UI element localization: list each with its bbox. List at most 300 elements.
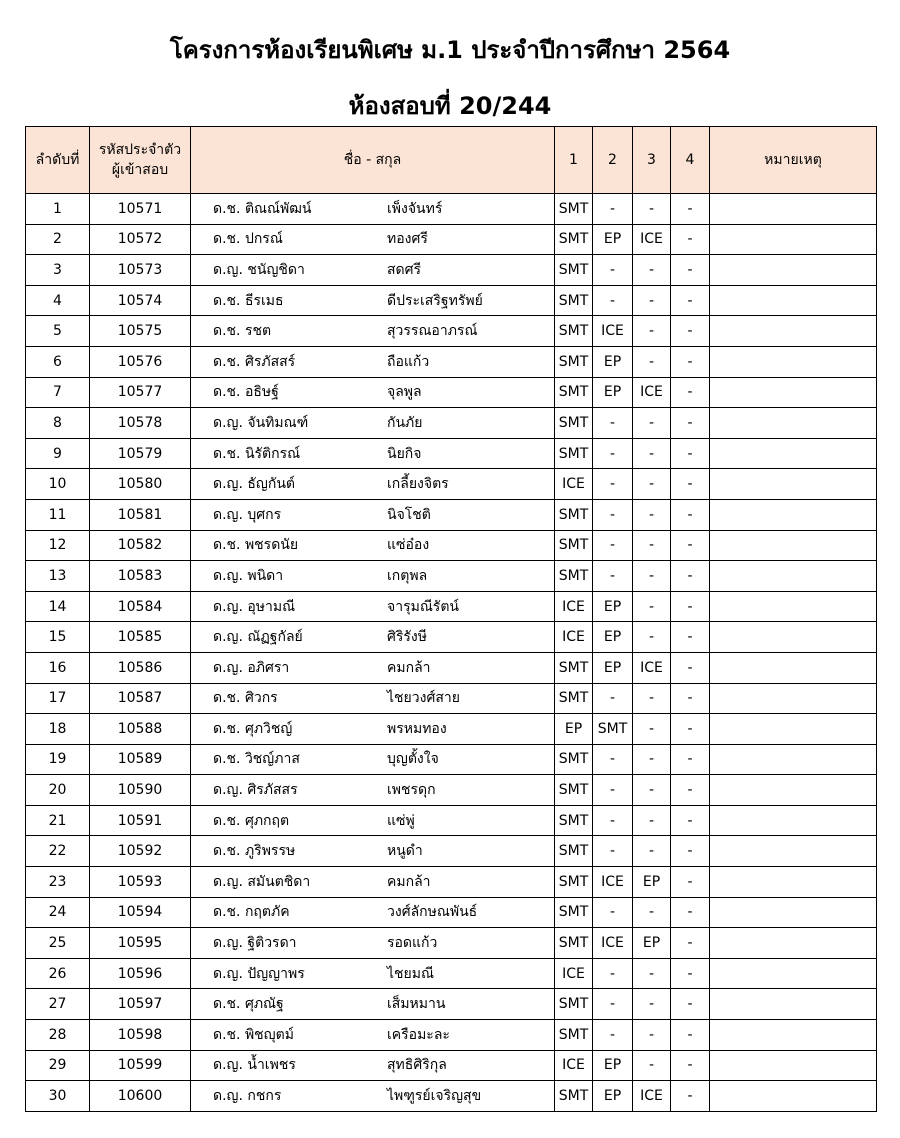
row-order: 15 xyxy=(26,622,90,653)
row-choice-1: SMT xyxy=(555,775,593,806)
row-exam-code: 10573 xyxy=(90,255,191,286)
row-exam-code: 10588 xyxy=(90,714,191,745)
table-row xyxy=(26,224,877,255)
row-choice-2: - xyxy=(593,561,633,592)
row-full-name xyxy=(191,1020,555,1051)
row-choice-2: - xyxy=(593,683,633,714)
table-row xyxy=(26,408,877,439)
row-remark xyxy=(710,255,877,286)
row-first-name: ด.ช. ภูริพรรษ xyxy=(213,843,296,860)
row-choice-4: - xyxy=(671,316,710,347)
row-choice-1: SMT xyxy=(555,836,593,867)
row-choice-3: - xyxy=(633,622,671,653)
row-choice-3: - xyxy=(633,958,671,989)
row-full-name xyxy=(191,438,555,469)
table-row xyxy=(26,714,877,745)
row-choice-4: - xyxy=(671,255,710,286)
row-first-name: ด.ญ. บุศกร xyxy=(213,506,282,523)
row-full-name xyxy=(191,805,555,836)
row-last-name: ศิริรังษี xyxy=(387,629,427,646)
row-choice-3: ICE xyxy=(633,377,671,408)
row-choice-4: - xyxy=(671,469,710,500)
row-choice-1: SMT xyxy=(555,805,593,836)
row-exam-code: 10590 xyxy=(90,775,191,806)
row-choice-1: SMT xyxy=(555,1081,593,1112)
row-choice-3: - xyxy=(633,316,671,347)
row-first-name: ด.ญ. น้ำเพชร xyxy=(213,1057,296,1074)
row-choice-3: - xyxy=(633,194,671,225)
row-full-name xyxy=(191,591,555,622)
row-full-name xyxy=(191,775,555,806)
row-full-name xyxy=(191,897,555,928)
row-exam-code: 10583 xyxy=(90,561,191,592)
row-order: 25 xyxy=(26,928,90,959)
row-first-name: ด.ช. ปกรณ์ xyxy=(213,231,283,248)
row-choice-1: ICE xyxy=(555,469,593,500)
row-order: 3 xyxy=(26,255,90,286)
row-first-name: ด.ญ. จันทิมณฑ์ xyxy=(213,414,309,431)
row-remark xyxy=(710,561,877,592)
table-row xyxy=(26,530,877,561)
table-row xyxy=(26,285,877,316)
row-order: 2 xyxy=(26,224,90,255)
table-row xyxy=(26,1050,877,1081)
table-row xyxy=(26,316,877,347)
row-choice-1: SMT xyxy=(555,194,593,225)
row-remark xyxy=(710,438,877,469)
row-remark xyxy=(710,469,877,500)
row-exam-code: 10591 xyxy=(90,805,191,836)
row-first-name: ด.ช. ศิรภัสสร์ xyxy=(213,353,296,370)
row-choice-1: SMT xyxy=(555,561,593,592)
row-exam-code: 10600 xyxy=(90,1081,191,1112)
row-choice-3: - xyxy=(633,1050,671,1081)
row-order: 7 xyxy=(26,377,90,408)
row-order: 21 xyxy=(26,805,90,836)
row-choice-3: - xyxy=(633,561,671,592)
row-choice-3: - xyxy=(633,408,671,439)
row-choice-3: - xyxy=(633,775,671,806)
table-row xyxy=(26,194,877,225)
table-row xyxy=(26,561,877,592)
row-exam-code: 10577 xyxy=(90,377,191,408)
document-title: โครงการห้องเรียนพิเศษ ม.1 ประจำปีการศึกษา 2564 xyxy=(169,36,731,64)
row-first-name: ด.ญ. สมันตชิดา xyxy=(213,873,311,890)
row-exam-code: 10599 xyxy=(90,1050,191,1081)
row-full-name xyxy=(191,561,555,592)
row-choice-4: - xyxy=(671,561,710,592)
row-exam-code: 10596 xyxy=(90,958,191,989)
row-full-name xyxy=(191,194,555,225)
row-last-name: คมกล้า xyxy=(387,659,431,676)
row-last-name: จารุมณีรัตน์ xyxy=(387,598,459,615)
row-choice-2: - xyxy=(593,194,633,225)
table-row xyxy=(26,989,877,1020)
row-choice-4: - xyxy=(671,285,710,316)
row-choice-1: SMT xyxy=(555,683,593,714)
row-choice-3: - xyxy=(633,285,671,316)
row-choice-4: - xyxy=(671,194,710,225)
row-choice-2: EP xyxy=(593,224,633,255)
row-last-name: แซ่พู่ xyxy=(387,812,415,829)
table-row xyxy=(26,805,877,836)
row-exam-code: 10589 xyxy=(90,744,191,775)
row-first-name: ด.ญ. พนิดา xyxy=(213,567,284,584)
row-first-name: ด.ญ. ฐิติวรดา xyxy=(213,935,297,952)
row-choice-1: SMT xyxy=(555,224,593,255)
row-exam-code: 10597 xyxy=(90,989,191,1020)
row-remark xyxy=(710,744,877,775)
row-choice-3: - xyxy=(633,897,671,928)
row-choice-4: - xyxy=(671,897,710,928)
row-remark xyxy=(710,836,877,867)
row-last-name: เกตุพล xyxy=(387,567,428,584)
row-choice-3: - xyxy=(633,683,671,714)
row-order: 19 xyxy=(26,744,90,775)
table-row xyxy=(26,958,877,989)
row-remark xyxy=(710,989,877,1020)
header-choice-3: 3 xyxy=(633,127,671,194)
header-order: ลำดับที่ xyxy=(26,127,90,194)
row-exam-code: 10584 xyxy=(90,591,191,622)
row-choice-2: - xyxy=(593,775,633,806)
row-choice-4: - xyxy=(671,744,710,775)
row-full-name xyxy=(191,928,555,959)
row-exam-code: 10576 xyxy=(90,346,191,377)
row-remark xyxy=(710,316,877,347)
row-full-name xyxy=(191,989,555,1020)
row-order: 17 xyxy=(26,683,90,714)
row-choice-3: - xyxy=(633,255,671,286)
row-last-name: คมกล้า xyxy=(387,873,431,890)
row-choice-2: ICE xyxy=(593,867,633,898)
row-first-name: ด.ญ. ธัญกันต์ xyxy=(213,476,295,493)
row-choice-1: SMT xyxy=(555,989,593,1020)
row-exam-code: 10574 xyxy=(90,285,191,316)
row-last-name: เพชรดุก xyxy=(387,782,436,799)
row-remark xyxy=(710,499,877,530)
row-exam-code: 10579 xyxy=(90,438,191,469)
row-remark xyxy=(710,928,877,959)
row-last-name: นิจโชติ xyxy=(387,506,431,523)
row-choice-3: - xyxy=(633,499,671,530)
header-exam-code xyxy=(90,127,191,194)
row-choice-4: - xyxy=(671,530,710,561)
header-name: ชื่อ - สกุล xyxy=(191,127,555,194)
row-remark xyxy=(710,775,877,806)
row-choice-2: EP xyxy=(593,622,633,653)
exam-roster-table xyxy=(25,126,877,1112)
row-last-name: นิยกิจ xyxy=(387,445,422,462)
row-first-name: ด.ช. พชรดนัย xyxy=(213,537,299,554)
row-exam-code: 10598 xyxy=(90,1020,191,1051)
row-remark xyxy=(710,897,877,928)
row-choice-2: ICE xyxy=(593,928,633,959)
row-remark xyxy=(710,346,877,377)
row-order: 16 xyxy=(26,652,90,683)
row-full-name xyxy=(191,316,555,347)
header-choice-4: 4 xyxy=(671,127,710,194)
row-choice-4: - xyxy=(671,928,710,959)
row-first-name: ด.ช. นิรัติกรณ์ xyxy=(213,445,301,462)
row-order: 18 xyxy=(26,714,90,745)
row-first-name: ด.ช. ศุภณัฐ xyxy=(213,996,284,1013)
row-first-name: ด.ญ. อภิศรา xyxy=(213,659,290,676)
table-row xyxy=(26,499,877,530)
row-choice-4: - xyxy=(671,683,710,714)
table-row xyxy=(26,469,877,500)
row-choice-3: - xyxy=(633,346,671,377)
header-remark: หมายเหตุ xyxy=(710,127,877,194)
row-last-name: บุญตั้งใจ xyxy=(387,751,439,768)
row-remark xyxy=(710,867,877,898)
row-remark xyxy=(710,1081,877,1112)
row-order: 14 xyxy=(26,591,90,622)
row-choice-2: - xyxy=(593,255,633,286)
row-first-name: ด.ช. ศุภกฤต xyxy=(213,812,290,829)
row-first-name: ด.ช. ติณณ์พัฒน์ xyxy=(213,200,312,217)
row-last-name: ดีประเสริฐทรัพย์ xyxy=(387,292,483,309)
table-row xyxy=(26,377,877,408)
row-first-name: ด.ช. วิชญ์ภาส xyxy=(213,751,300,768)
row-choice-1: SMT xyxy=(555,408,593,439)
row-remark xyxy=(710,652,877,683)
row-exam-code: 10593 xyxy=(90,867,191,898)
row-choice-1: ICE xyxy=(555,1050,593,1081)
row-order: 23 xyxy=(26,867,90,898)
row-exam-code: 10585 xyxy=(90,622,191,653)
row-order: 24 xyxy=(26,897,90,928)
row-full-name xyxy=(191,285,555,316)
row-choice-3: EP xyxy=(633,867,671,898)
row-choice-2: - xyxy=(593,836,633,867)
row-order: 27 xyxy=(26,989,90,1020)
row-choice-2: EP xyxy=(593,652,633,683)
row-choice-1: SMT xyxy=(555,377,593,408)
row-choice-3: - xyxy=(633,836,671,867)
row-full-name xyxy=(191,224,555,255)
row-last-name: เส็มหมาน xyxy=(387,996,446,1013)
table-row xyxy=(26,255,877,286)
row-order: 1 xyxy=(26,194,90,225)
row-choice-3: EP xyxy=(633,928,671,959)
row-full-name xyxy=(191,652,555,683)
row-choice-2: ICE xyxy=(593,316,633,347)
row-order: 8 xyxy=(26,408,90,439)
row-remark xyxy=(710,408,877,439)
table-row xyxy=(26,1081,877,1112)
row-last-name: แซ่อ๋อง xyxy=(387,537,430,554)
row-choice-3: - xyxy=(633,714,671,745)
row-choice-4: - xyxy=(671,805,710,836)
row-choice-4: - xyxy=(671,591,710,622)
table-row xyxy=(26,928,877,959)
row-last-name: ไพฑูรย์เจริญสุข xyxy=(387,1088,482,1105)
row-order: 5 xyxy=(26,316,90,347)
row-full-name xyxy=(191,1050,555,1081)
row-choice-1: ICE xyxy=(555,958,593,989)
row-full-name xyxy=(191,377,555,408)
row-choice-3: - xyxy=(633,1020,671,1051)
row-first-name: ด.ช. ศิวกร xyxy=(213,690,278,707)
row-exam-code: 10578 xyxy=(90,408,191,439)
row-choice-3: - xyxy=(633,469,671,500)
row-full-name xyxy=(191,958,555,989)
row-choice-3: - xyxy=(633,438,671,469)
row-choice-4: - xyxy=(671,346,710,377)
row-choice-1: SMT xyxy=(555,438,593,469)
row-remark xyxy=(710,377,877,408)
row-order: 10 xyxy=(26,469,90,500)
row-choice-1: SMT xyxy=(555,652,593,683)
row-last-name: กันภัย xyxy=(387,414,423,431)
row-choice-4: - xyxy=(671,438,710,469)
row-last-name: พรหมทอง xyxy=(387,720,447,737)
row-choice-2: - xyxy=(593,285,633,316)
header-code-line2: ผู้เข้าสอบ xyxy=(111,162,169,178)
header-choice-2: 2 xyxy=(593,127,633,194)
row-choice-2: SMT xyxy=(593,714,633,745)
row-remark xyxy=(710,285,877,316)
row-choice-4: - xyxy=(671,1050,710,1081)
table-row xyxy=(26,867,877,898)
table-row xyxy=(26,346,877,377)
row-choice-4: - xyxy=(671,224,710,255)
row-remark xyxy=(710,591,877,622)
row-remark xyxy=(710,622,877,653)
row-first-name: ด.ญ. ณัฏฐกัลย์ xyxy=(213,629,303,646)
table-row xyxy=(26,622,877,653)
row-choice-2: EP xyxy=(593,1050,633,1081)
row-choice-4: - xyxy=(671,867,710,898)
row-choice-1: SMT xyxy=(555,897,593,928)
row-choice-3: - xyxy=(633,530,671,561)
row-full-name xyxy=(191,836,555,867)
row-order: 13 xyxy=(26,561,90,592)
table-row xyxy=(26,438,877,469)
row-choice-2: EP xyxy=(593,346,633,377)
row-remark xyxy=(710,714,877,745)
row-last-name: วงศ์ลักษณพันธ์ xyxy=(387,904,478,921)
row-choice-4: - xyxy=(671,958,710,989)
row-choice-3: ICE xyxy=(633,652,671,683)
row-last-name: ไชยวงศ์สาย xyxy=(387,690,460,707)
row-choice-4: - xyxy=(671,652,710,683)
row-full-name xyxy=(191,744,555,775)
header-choice-1: 1 xyxy=(555,127,593,194)
table-row xyxy=(26,683,877,714)
row-order: 12 xyxy=(26,530,90,561)
row-choice-1: SMT xyxy=(555,499,593,530)
row-exam-code: 10587 xyxy=(90,683,191,714)
row-choice-1: SMT xyxy=(555,530,593,561)
row-choice-3: - xyxy=(633,744,671,775)
row-first-name: ด.ญ. กชกร xyxy=(213,1088,282,1105)
row-choice-1: EP xyxy=(555,714,593,745)
row-exam-code: 10595 xyxy=(90,928,191,959)
row-choice-2: - xyxy=(593,744,633,775)
row-last-name: เกลี้ยงจิตร xyxy=(387,476,449,493)
row-choice-4: - xyxy=(671,408,710,439)
row-order: 26 xyxy=(26,958,90,989)
row-choice-1: SMT xyxy=(555,867,593,898)
row-exam-code: 10580 xyxy=(90,469,191,500)
row-remark xyxy=(710,683,877,714)
row-exam-code: 10571 xyxy=(90,194,191,225)
row-exam-code: 10586 xyxy=(90,652,191,683)
row-order: 28 xyxy=(26,1020,90,1051)
row-first-name: ด.ญ. ชนัญชิดา xyxy=(213,261,305,278)
row-last-name: จุลพูล xyxy=(387,384,422,401)
row-choice-4: - xyxy=(671,836,710,867)
row-choice-2: EP xyxy=(593,377,633,408)
row-full-name xyxy=(191,714,555,745)
table-row xyxy=(26,652,877,683)
row-remark xyxy=(710,530,877,561)
row-choice-1: SMT xyxy=(555,255,593,286)
table-row xyxy=(26,591,877,622)
row-choice-3: - xyxy=(633,591,671,622)
row-first-name: ด.ญ. ศิรภัสสร xyxy=(213,782,298,799)
row-exam-code: 10582 xyxy=(90,530,191,561)
row-choice-1: SMT xyxy=(555,1020,593,1051)
row-exam-code: 10594 xyxy=(90,897,191,928)
row-choice-2: - xyxy=(593,530,633,561)
row-order: 6 xyxy=(26,346,90,377)
row-choice-4: - xyxy=(671,989,710,1020)
row-exam-code: 10572 xyxy=(90,224,191,255)
row-remark xyxy=(710,224,877,255)
row-order: 11 xyxy=(26,499,90,530)
row-choice-3: - xyxy=(633,805,671,836)
row-choice-4: - xyxy=(671,775,710,806)
row-order: 22 xyxy=(26,836,90,867)
row-choice-1: ICE xyxy=(555,591,593,622)
row-last-name: รอดแก้ว xyxy=(387,935,438,952)
row-full-name xyxy=(191,530,555,561)
row-order: 29 xyxy=(26,1050,90,1081)
row-order: 20 xyxy=(26,775,90,806)
row-choice-3: - xyxy=(633,989,671,1020)
row-first-name: ด.ช. ธีรเมธ xyxy=(213,292,284,309)
row-first-name: ด.ช. รชต xyxy=(213,323,272,340)
row-last-name: ไชยมณี xyxy=(387,965,434,982)
row-choice-4: - xyxy=(671,499,710,530)
row-remark xyxy=(710,1050,877,1081)
row-last-name: หนูดำ xyxy=(387,843,423,860)
row-choice-4: - xyxy=(671,1081,710,1112)
row-order: 9 xyxy=(26,438,90,469)
row-choice-4: - xyxy=(671,622,710,653)
row-full-name xyxy=(191,622,555,653)
row-exam-code: 10592 xyxy=(90,836,191,867)
table-row xyxy=(26,775,877,806)
exam-room-subtitle: ห้องสอบที่ 20/244 xyxy=(348,92,552,120)
row-last-name: สุวรรณอาภรณ์ xyxy=(387,323,478,340)
row-full-name xyxy=(191,683,555,714)
row-order: 30 xyxy=(26,1081,90,1112)
row-choice-1: SMT xyxy=(555,928,593,959)
row-full-name xyxy=(191,346,555,377)
row-choice-3: ICE xyxy=(633,1081,671,1112)
row-choice-2: - xyxy=(593,408,633,439)
row-choice-2: - xyxy=(593,897,633,928)
row-choice-2: - xyxy=(593,469,633,500)
row-last-name: เครือมะละ xyxy=(387,1026,450,1043)
row-choice-1: ICE xyxy=(555,622,593,653)
row-choice-1: SMT xyxy=(555,285,593,316)
row-full-name xyxy=(191,469,555,500)
